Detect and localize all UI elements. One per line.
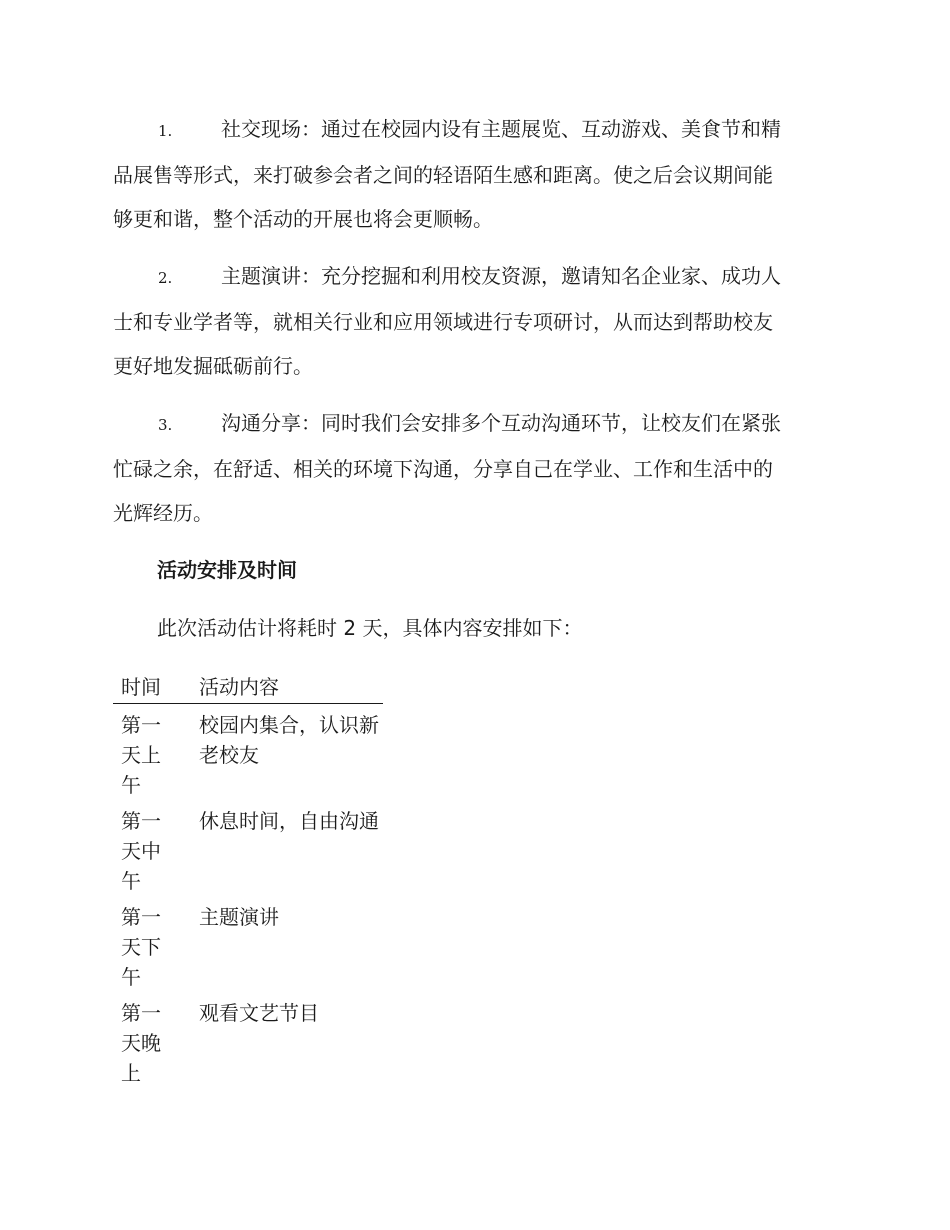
list-item-text: 主题演讲：充分挖掘和利用校友资源，邀请知名企业家、成功人 (221, 264, 781, 288)
list-item-line: 士和专业学者等，就相关行业和应用领域进行专项研讨，从而达到帮助校友 (113, 310, 773, 334)
list-number: 1. (158, 122, 173, 140)
table-row (113, 800, 383, 896)
list-item-line: 够更和谐，整个活动的开展也将会更顺畅。 (113, 207, 493, 231)
list-item-line: 品展售等形式，来打破参会者之间的轻语陌生感和距离。使之后会议期间能 (113, 163, 773, 187)
table-row (113, 704, 383, 801)
list-item-line: 更好地发掘砥砺前行。 (113, 354, 313, 378)
list-item-text: 社交现场：通过在校园内设有主题展览、互动游戏、美食节和精 (221, 117, 781, 141)
list-item-text: 沟通分享：同时我们会安排多个互动沟通环节，让校友们在紧张 (221, 411, 781, 435)
list-number: 3. (158, 416, 173, 434)
time-cell: 第一天中午 (121, 809, 161, 893)
list-item-line: 忙碌之余，在舒适、相关的环境下沟通，分享自己在学业、工作和生活中的 (113, 457, 773, 481)
activity-cell: 观看文艺节目 (199, 1001, 319, 1025)
activity-cell: 主题演讲 (199, 905, 279, 929)
intro-paragraph: 此次活动估计将耗时 2 天，具体内容安排如下： (157, 616, 583, 640)
list-item-line (113, 261, 833, 293)
time-cell: 第一天晚上 (121, 1001, 161, 1085)
column-header-time: 时间 (113, 672, 191, 704)
table-header-row (113, 672, 383, 704)
list-item-line (113, 408, 833, 440)
table-row (113, 992, 383, 1088)
activity-cell: 休息时间，自由沟通 (199, 809, 379, 833)
time-cell: 第一天上午 (121, 713, 161, 797)
list-item-3 (113, 408, 833, 528)
list-item-line: 光辉经历。 (113, 501, 213, 525)
activity-cell: 校园内集合，认识新老校友 (199, 713, 379, 767)
table-row (113, 896, 383, 992)
list-number: 2. (158, 269, 173, 287)
time-cell: 第一天下午 (121, 905, 161, 989)
list-item-2 (113, 261, 833, 381)
list-item-line (113, 114, 833, 146)
section-heading: 活动安排及时间 (157, 558, 297, 582)
schedule-table (113, 672, 383, 1088)
column-header-activity: 活动内容 (191, 672, 383, 704)
list-item-1 (113, 114, 833, 234)
